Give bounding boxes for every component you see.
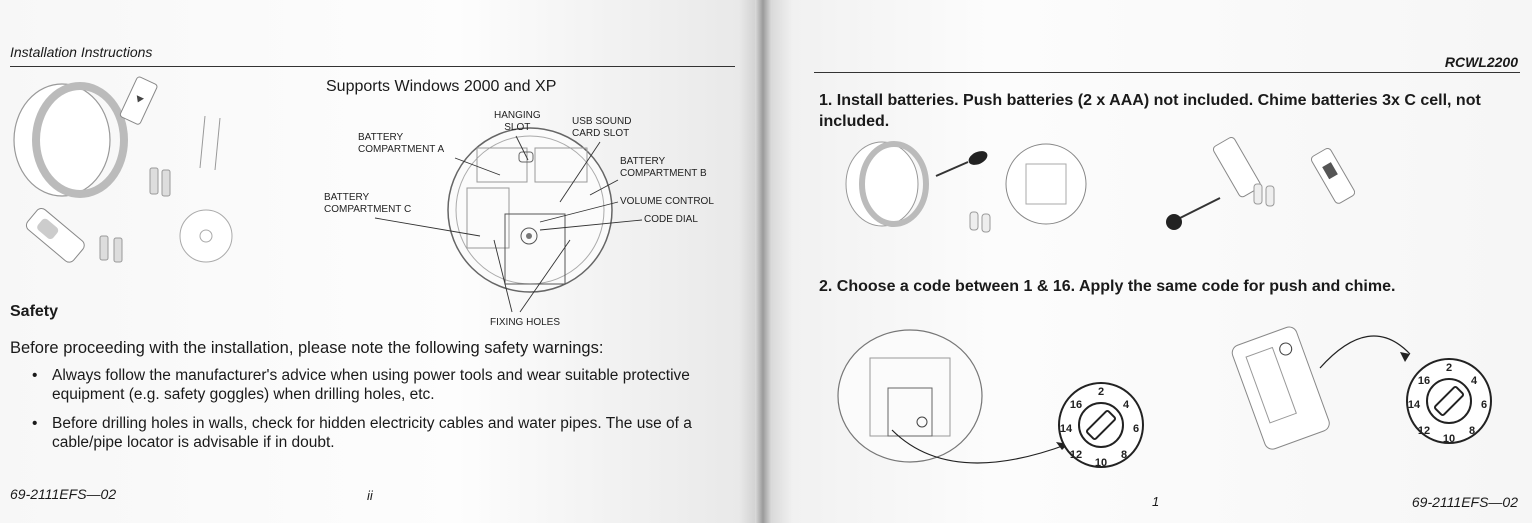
screwdriver-shape-2 [1166,198,1220,230]
dial-number: 12 [1069,449,1083,461]
dial-number: 6 [1132,423,1140,435]
label-battery-compartment-b: BATTERY COMPARTMENT B [620,156,707,179]
diagram-leader-lines [0,0,762,340]
label-code-dial: CODE DIAL [644,214,698,225]
dial-number: 2 [1097,386,1105,398]
screwdriver-shape-1 [936,148,990,176]
code-dial-1 [1056,380,1146,470]
dial-number: 6 [1480,399,1488,411]
right-footer-doc-number: 69-2111EFS—02 [1411,494,1518,510]
dial-number: 2 [1445,362,1453,374]
label-battery-compartment-a: BATTERY COMPARTMENT A [358,132,445,155]
dial-number: 10 [1094,457,1108,469]
dial-number: 16 [1069,399,1083,411]
step-2-text: 2. Choose a code between 1 & 16. Apply the same code for push and chime. [819,278,1396,295]
label-usb-sound-card-slot: USB SOUND CARD SLOT [572,116,632,139]
step-1-text: 1. Install batteries. Push batteries (2 x AAA) not included. Chime batteries 3x C cell, not included. [819,92,1481,130]
left-header: Installation Instructions [10,44,153,60]
dial-number: 8 [1120,449,1128,461]
safety-intro: Before proceeding with the installation, please note the following safety warnings: [10,339,604,357]
safety-bullets [32,366,732,462]
dial-number: 14 [1059,423,1073,435]
arrow-curve-2 [1320,336,1410,368]
label-hanging-slot: HANGING SLOT [494,110,541,133]
safety-heading: Safety [10,303,59,320]
safety-bullet: • Before drilling holes in walls, check for hidden electricity cables and water pipes. The use of a cable/pipe locator is advisable if in doubt. [32,414,732,452]
code-dial-2 [1404,356,1494,446]
left-footer-doc-number: 69-2111EFS—02 [10,486,117,502]
right-header-rule [814,72,1520,73]
label-battery-compartment-c: BATTERY COMPARTMENT C [324,192,412,215]
left-page-number: ii [367,488,373,503]
dial-number: 12 [1417,425,1431,437]
dial-number: 4 [1122,399,1130,411]
right-header: RCWL2200 [1444,54,1518,70]
dial-number: 10 [1442,433,1456,445]
right-page-number: 1 [1152,494,1160,509]
dial-number: 14 [1407,399,1421,411]
dial-number: 8 [1468,425,1476,437]
label-fixing-holes: FIXING HOLES [490,317,561,328]
battery-install-illustration [840,128,1500,238]
dial-number: 4 [1470,375,1478,387]
label-volume-control: VOLUME CONTROL [620,196,714,207]
dial-number: 16 [1417,375,1431,387]
safety-bullet: • Always follow the manufacturer's advice when using power tools and wear suitable protective equipment (e.g. safety goggles) when drilling holes, etc. [32,366,732,404]
diagram-title: Supports Windows 2000 and XP [326,78,557,95]
